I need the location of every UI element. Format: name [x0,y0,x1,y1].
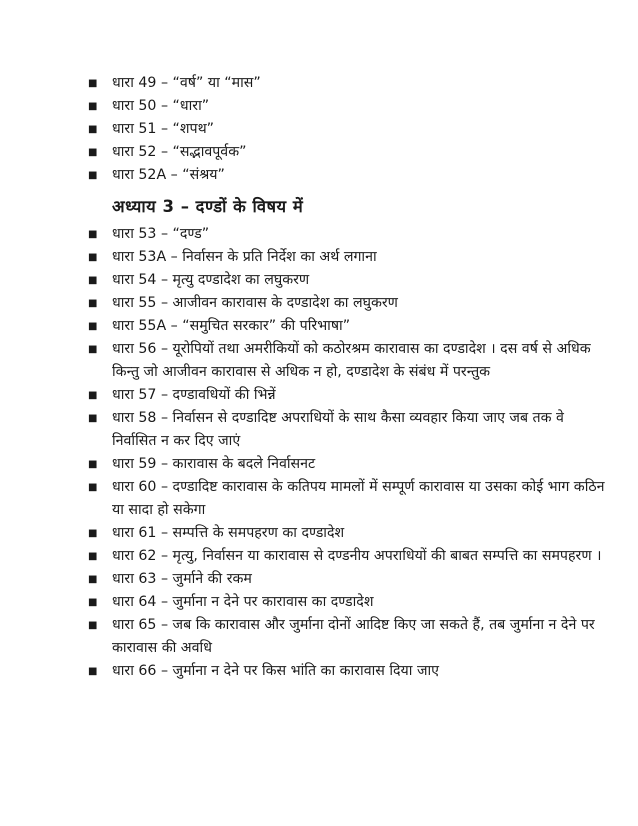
bullet-icon: ■ [88,551,98,562]
list-item [88,118,608,141]
item-text: धारा 66 – जुर्माना न देने पर किस भांति का कारावास दिया जाए [112,663,440,679]
section-list-b [88,223,608,683]
list-item [88,660,608,683]
item-text: धारा 65 – जब कि कारावास और जुर्माना दोनों आदिष्ट किए जा सकते हैं, तब जुर्माना न देने पर कारावास की अवधि [112,617,595,656]
list-item [88,95,608,118]
item-text: धारा 57 – दण्डावधियों की भिन्नें [112,387,276,403]
item-text: धारा 60 – दण्डादिष्ट कारावास के कतिपय मामलों में सम्पूर्ण कारावास या उसका कोई भाग कठिन या सादा हो सकेगा [112,479,605,518]
list-item [88,223,608,246]
list-item [88,338,608,384]
item-text: धारा 55 – आजीवन कारावास के दण्डादेश का लघुकरण [112,295,398,311]
bullet-icon: ■ [88,275,98,286]
list-item [88,315,608,338]
item-text: धारा 53A – निर्वासन के प्रति निर्देश का अर्थ लगाना [112,249,377,265]
bullet-icon: ■ [88,78,98,89]
list-item [88,269,608,292]
list-item [88,453,608,476]
bullet-icon: ■ [88,344,98,355]
list-item [88,164,608,187]
bullet-icon: ■ [88,574,98,585]
item-text: धारा 55A – “समुचित सरकार” की परिभाषा” [112,318,351,334]
chapter-heading: अध्याय 3 – दण्डों के विषय में [112,197,304,216]
list-item [88,384,608,407]
bullet-icon: ■ [88,597,98,608]
list-item [88,568,608,591]
bullet-icon: ■ [88,459,98,470]
item-text: धारा 49 – “वर्ष” या “मास” [112,75,261,91]
list-item [88,141,608,164]
list-item [88,614,608,660]
bullet-icon: ■ [88,229,98,240]
bullet-icon: ■ [88,101,98,112]
list-item [88,407,608,453]
bullet-icon: ■ [88,252,98,263]
item-text: धारा 51 – “शपथ” [112,121,215,137]
section-list-a [88,72,608,187]
list-item [88,545,608,568]
bullet-icon: ■ [88,390,98,401]
list-item [88,72,608,95]
bullet-icon: ■ [88,413,98,424]
list-item [88,476,608,522]
bullet-icon: ■ [88,528,98,539]
bullet-icon: ■ [88,666,98,677]
list-item [88,522,608,545]
bullet-icon: ■ [88,124,98,135]
item-text: धारा 61 – सम्पत्ति के समपहरण का दण्डादेश [112,525,345,541]
item-text: धारा 58 – निर्वासन से दण्डादिष्ट अपराधियों के साथ कैसा व्यवहार किया जाए जब तक वे निर्वासित न कर दिए जाएं [112,410,564,449]
bullet-icon: ■ [88,620,98,631]
item-text: धारा 52 – “सद्भावपूर्वक” [112,144,247,160]
list-item [88,591,608,614]
bullet-icon: ■ [88,170,98,181]
item-text: धारा 59 – कारावास के बदले निर्वासनट [112,456,316,472]
list-item [88,246,608,269]
bullet-icon: ■ [88,147,98,158]
item-text: धारा 63 – जुर्माने की रकम [112,571,252,587]
bullet-icon: ■ [88,298,98,309]
item-text: धारा 64 – जुर्माना न देने पर कारावास का दण्डादेश [112,594,374,610]
item-text: धारा 53 – “दण्ड” [112,226,210,242]
item-text: धारा 56 – यूरोपियों तथा अमरीकियों को कठोरश्रम कारावास का दण्डादेश । दस वर्ष से अधिक किन्तु जो आजीवन कारावास से अधिक न हो, दण्डादेश के संबंध में परन्तुक [112,341,591,380]
bullet-icon: ■ [88,321,98,332]
item-text: धारा 50 – “धारा” [112,98,210,114]
list-item [88,292,608,315]
item-text: धारा 52A – “संश्रय” [112,167,225,183]
item-text: धारा 62 – मृत्यु, निर्वासन या कारावास से दण्डनीय अपराधियों की बाबत सम्पत्ति का समपहरण । [112,548,602,564]
item-text: धारा 54 – मृत्यु दण्डादेश का लघुकरण [112,272,310,288]
bullet-icon: ■ [88,482,98,493]
